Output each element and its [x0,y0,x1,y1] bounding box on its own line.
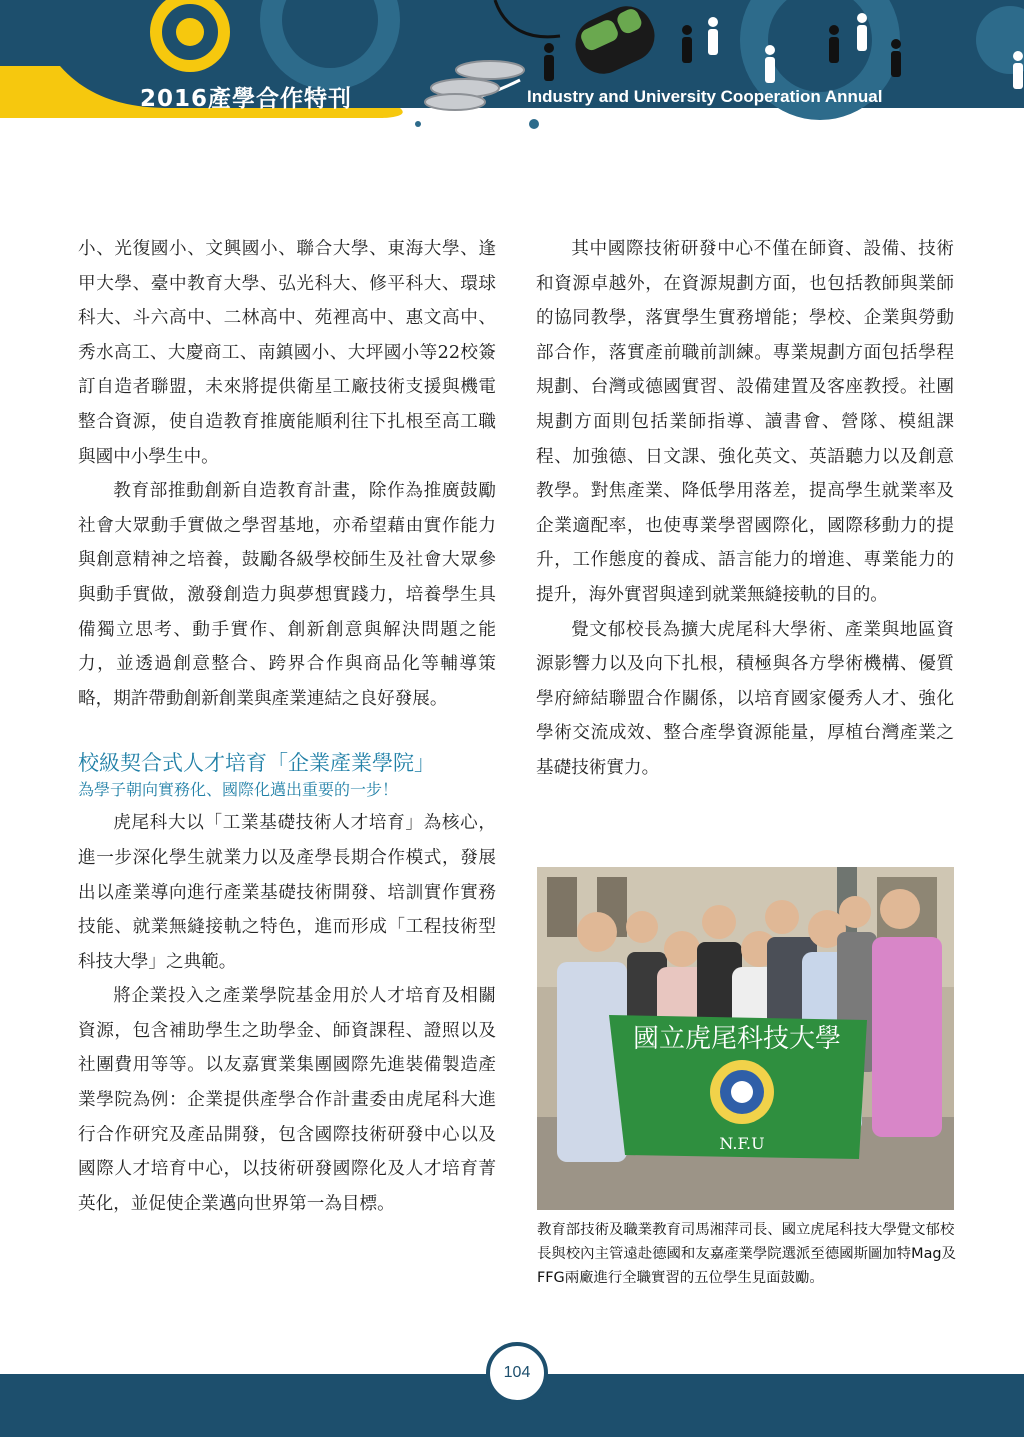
body-paragraph: 小、光復國小、文興國小、聯合大學、東海大學、逢甲大學、臺中教育大學、弘光科大、修平科大、環球科大、斗六高中、二林高中、苑裡高中、惠文高中、秀水高工、大慶商工、南鎮國小、大坪國小等22校簽訂自造者聯盟，未來將提供衛星工廠技術支援與機電整合資源，使自造教育推廣能順利往下扎根至高工職與國中小學生中。 [78,239,496,467]
flag-letters: N.F.U [719,1134,765,1153]
right-column [536,232,954,786]
flag-text: 國立虎尾科技大學 [632,1024,842,1054]
left-column [78,232,496,1221]
section-subtitle: 為學子朝向實務化、國際化邁出重要的一步！ [78,780,399,800]
body-paragraph: 覺文郁校長為擴大虎尾科大學術、產業與地區資源影響力以及向下扎根，積極與各方學術機構、優質學府締結聯盟合作關係，以培育國家優秀人才、強化學術交流成效、整合產學資源能量，厚植台灣產業之基礎技術實力。 [536,619,954,778]
section-title: 校級契合式人才培育「企業產業學院」 [78,751,435,776]
body-paragraph: 將企業投入之產業學院基金用於人才培育及相關資源，包含補助學生之助學金、師資課程、證照以及社團費用等等。以友嘉實業集團國際先進裝備製造產業學院為例：企業提供產學合作計畫委由虎尾科大進行合作研究及產品開發，包含國際技術研發中心以及國際人才培育中心，以技術研發國際化及人才培育菁英化，並促使企業邁向世界第一為目標。 [78,986,496,1214]
body-paragraph: 虎尾科大以「工業基礎技術人才培育」為核心，進一步深化學生就業力以及產學長期合作模式，發展出以產業導向進行產業基礎技術開發、培訓實作實務技能、就業無縫接軌之特色，進而形成「工程技術型科技大學」之典範。 [78,813,496,972]
computer-mouse-graphic [567,0,663,82]
body-paragraph: 其中國際技術研發中心不僅在師資、設備、技術和資源卓越外，在資源規劃方面，也包括教師與業師的協同教學，落實學生實務增能；學校、企業與勞動部合作，落實產前職前訓練。專業規劃方面包括學程規劃、台灣或德國實習、設備建置及客座教授。社團規劃方面則包括業師指導、讀書會、營隊、模組課程、加強德、日文課、強化英文、英語聽力以及創意教學。對焦產業、降低學用落差，提高學生就業率及企業適配率，也使專業學習國際化，國際移動力的提升，工作態度的養成、語言能力的增進、專業能力的提升，海外實習與達到就業無縫接軌的目的。 [536,239,954,605]
section-heading [78,748,496,802]
photo-caption: 教育部技術及職業教育司馬湘萍司長、國立虎尾科技大學覺文郁校長與校內主管遠赴德國和友嘉產業學院選派至德國斯圖加特Mag及FFG兩廠進行全職實習的五位學生見面鼓勵。 [537,1222,956,1287]
page-number: 104 [503,1364,531,1381]
publication-title-english: Industry and University Cooperation Annual [527,87,883,106]
coin-graphic [456,61,524,79]
publication-title: 2016產學合作特刊 [140,86,353,112]
page-header [0,0,1024,130]
body-paragraph: 教育部推動創新自造教育計畫，除作為推廣鼓勵社會大眾動手實做之學習基地，亦希望藉由實作能力與創意精神之培養，鼓勵各級學校師生及社會大眾參與動手實做，激發創造力與夢想實踐力，培養學生具備獨立思考、動手實作、創新創意與解決問題之能力，並透過創意整合、跨界合作與商品化等輔導策略，期許帶動創新創業與產業連結之良好發展。 [78,481,496,709]
group-photo [537,867,954,1210]
